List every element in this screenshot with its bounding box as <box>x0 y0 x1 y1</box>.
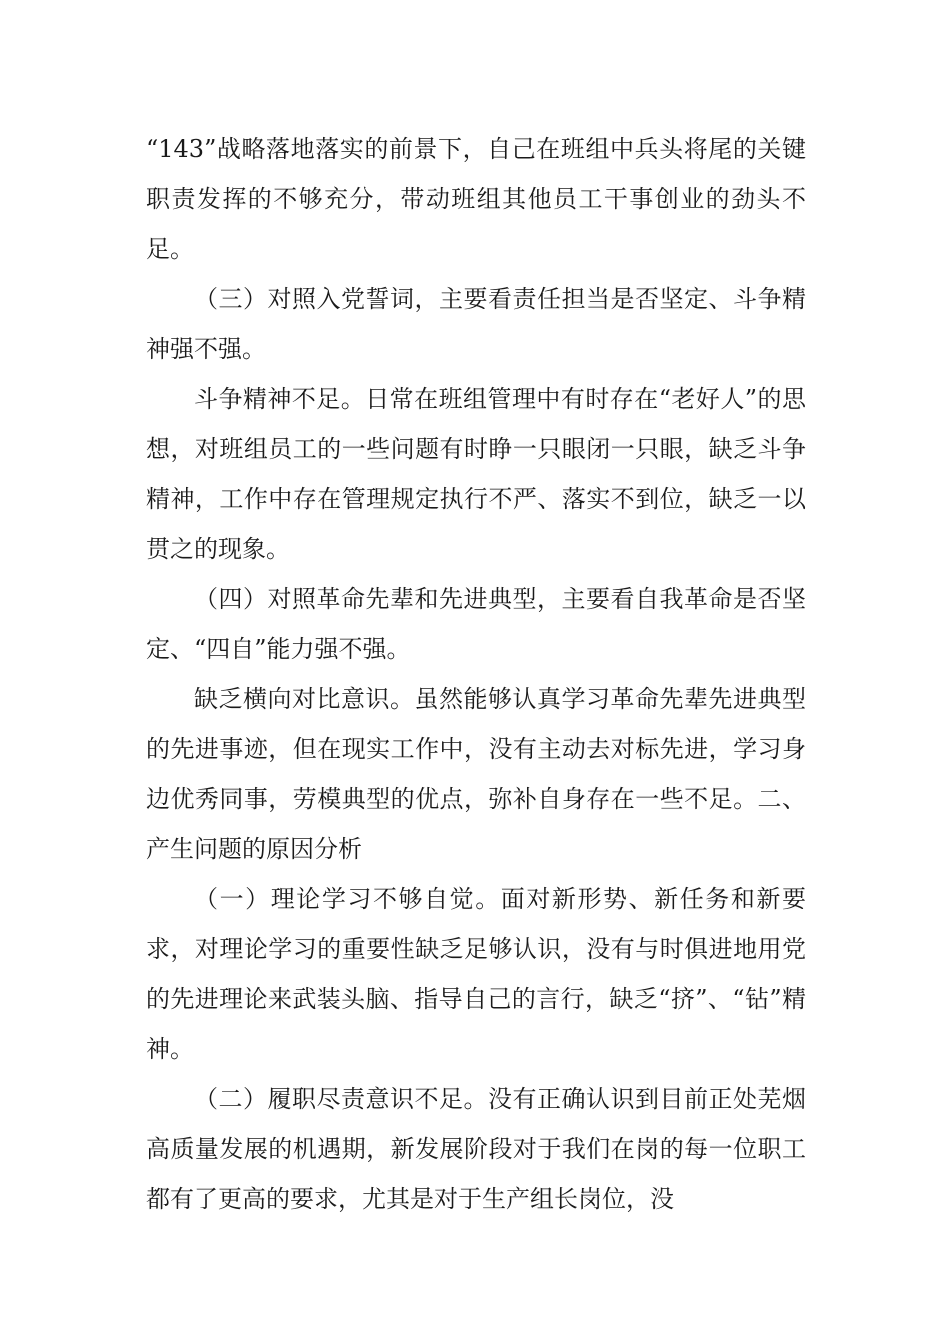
section-heading-3: （三）对照入党誓词，主要看责任担当是否坚定、斗争精神强不强。 <box>146 285 806 363</box>
cause-heading-1: （一）理论学习不够自觉。面对新形势、新任务和新要求，对理论学习的重要性缺乏足够认识，没有与时俱进地用党的先进理论来武装头脑、指导自己的言行，缺乏“挤”、“钻”精神。 <box>146 885 806 1063</box>
paragraph-struggle-spirit: 斗争精神不足。日常在班组管理中有时存在“老好人”的思想，对班组员工的一些问题有时睁一只眼闭一只眼，缺乏斗争精神，工作中存在管理规定执行不严、落实不到位，缺乏一以贯之的现象。 <box>146 385 806 563</box>
paragraph-comparison-awareness: 缺乏横向对比意识。虽然能够认真学习革命先辈先进典型的先进事迹，但在现实工作中，没有主动去对标先进，学习身边优秀同事，劳模典型的优点，弥补自身存在一些不足。二、产生问题的原因分析 <box>146 685 806 863</box>
document-body <box>146 124 806 1224</box>
section-heading-4: （四）对照革命先辈和先进典型，主要看自我革命是否坚定、“四自”能力强不强。 <box>146 585 806 663</box>
paragraph-continuation: “143”战略落地落实的前景下，自己在班组中兵头将尾的关键职责发挥的不够充分，带动班组其他员工干事创业的劲头不足。 <box>146 135 806 263</box>
cause-heading-2: （二）履职尽责意识不足。没有正确认识到目前正处芜烟高质量发展的机遇期，新发展阶段对于我们在岗的每一位职工都有了更高的要求，尤其是对于生产组长岗位，没 <box>146 1085 806 1213</box>
